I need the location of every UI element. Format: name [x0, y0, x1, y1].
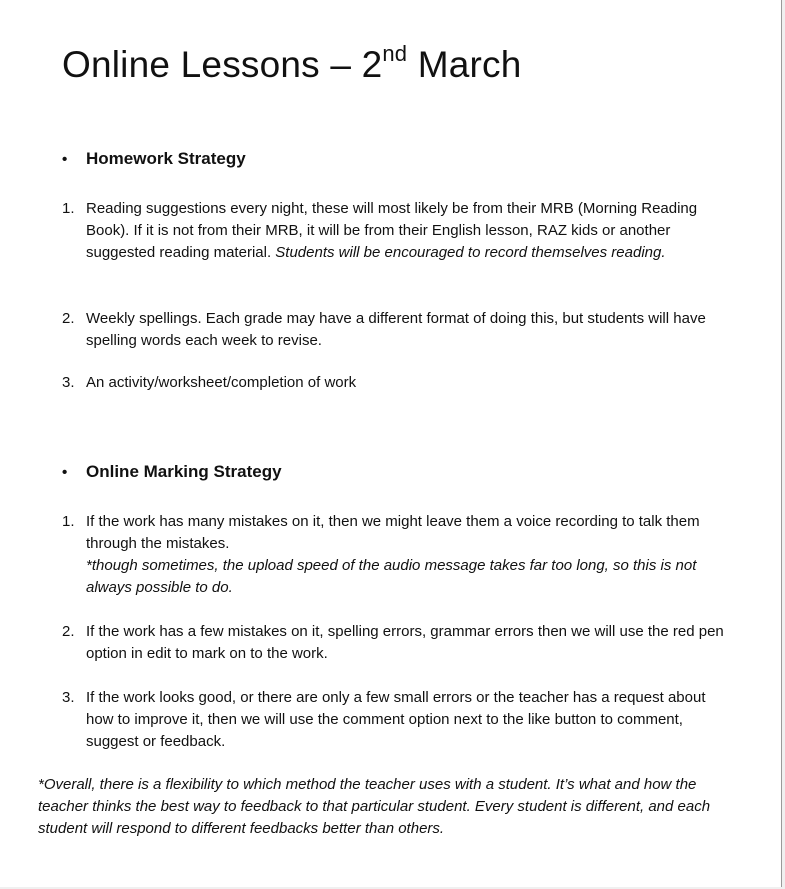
item-text: If the work looks good, or there are only a few small errors or the teacher has a request about how to improve it, then we will use the comment option next to the like button to comment, suggest or feedback.	[86, 689, 706, 750]
list-item	[62, 198, 734, 264]
overall-note: *Overall, there is a flexibility to which method the teacher uses with a student. It’s what and how the teacher thinks the best way to feedback to that particular student. Every student is different, and each student will respond to different feedbacks better than others.	[38, 776, 711, 837]
item-text	[86, 511, 734, 599]
marking-heading	[62, 462, 282, 482]
marking-heading-text: Online Marking Strategy	[86, 462, 282, 481]
list-item	[62, 621, 734, 665]
item-text-regular: Reading suggestions every night, these will most likely be from their MRB (Morning Reading Book). If it is not from their MRB, it will be from their English lesson, RAZ kids or another suggested reading material.	[86, 200, 698, 261]
item-text-regular: If the work has many mistakes on it, then we might leave them a voice recording to talk them through the mistakes.	[86, 513, 700, 552]
item-text: Weekly spellings. Each grade may have a different format of doing this, but students will have spelling words each week to revise.	[86, 310, 706, 349]
item-number: 3.	[62, 374, 75, 391]
list-item	[62, 372, 734, 394]
item-number: 1.	[62, 513, 75, 530]
list-item	[62, 511, 734, 599]
homework-heading-text: Homework Strategy	[86, 149, 246, 168]
title-month: March	[407, 44, 522, 85]
item-number: 3.	[62, 689, 75, 706]
bullet-icon: •	[62, 151, 68, 168]
homework-heading	[62, 149, 246, 169]
item-number: 2.	[62, 623, 75, 640]
list-item	[62, 308, 734, 352]
item-text: If the work has a few mistakes on it, spelling errors, grammar errors then we will use the red pen option in edit to mark on to the work.	[86, 623, 724, 662]
item-text-italic: *though sometimes, the upload speed of the audio message takes far too long, so this is not always possible to do.	[86, 557, 697, 596]
title-superscript: nd	[382, 41, 408, 66]
item-number: 2.	[62, 310, 75, 327]
title-main: Online Lessons – 2	[62, 44, 383, 85]
item-text	[86, 198, 734, 264]
item-text-italic: Students will be encouraged to record themselves reading.	[275, 244, 666, 261]
bullet-icon: •	[62, 464, 68, 481]
page-title	[62, 41, 522, 86]
item-text: An activity/worksheet/completion of work	[86, 374, 357, 391]
item-number: 1.	[62, 200, 75, 217]
list-item	[62, 687, 734, 753]
